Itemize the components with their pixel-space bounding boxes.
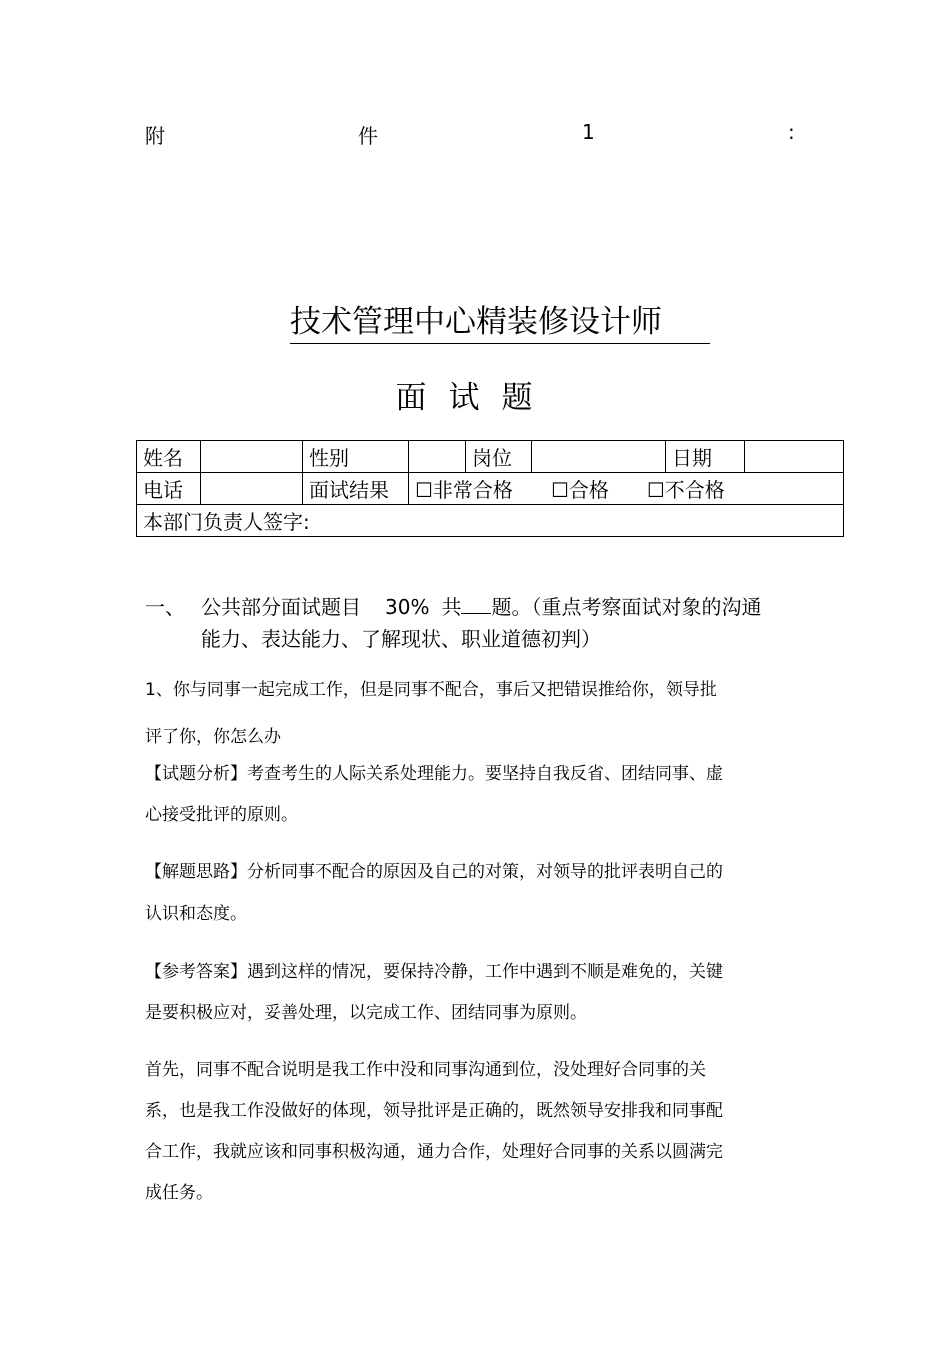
gender-field[interactable] <box>409 441 466 473</box>
date-field[interactable] <box>745 441 844 473</box>
attachment-char-1: 附 <box>145 124 165 148</box>
approach-line-2: 认识和态度。 <box>145 904 247 924</box>
section-heading-line1 <box>201 591 761 620</box>
option-pass[interactable]: ☐合格 <box>550 478 609 502</box>
section-number: 一、 <box>145 595 185 619</box>
first-line-4: 成任务。 <box>145 1183 213 1203</box>
first-line-2: 系，也是我工作没做好的体现，领导批评是正确的，既然领导安排我和同事配 <box>145 1101 723 1121</box>
section-percent: 30% <box>385 595 430 619</box>
first-line-1: 首先，同事不配合说明是我工作中没和同事沟通到位，没处理好合同事的关 <box>145 1060 706 1080</box>
info-row-3 <box>137 505 844 537</box>
analysis-line-2: 心接受批评的原则。 <box>145 805 298 825</box>
section-heading-part-b: 共 <box>441 595 462 619</box>
answer-line-2: 是要积极应对，妥善处理，以完成工作、团结同事为原则。 <box>145 1003 587 1023</box>
section-heading-part-a: 公共部分面试题目 <box>201 595 361 619</box>
date-label: 日期 <box>666 441 745 473</box>
phone-label: 电话 <box>137 473 201 505</box>
result-options <box>409 473 844 505</box>
first-line-3: 合工作，我就应该和同事积极沟通，通力合作，处理好合同事的关系以圆满完 <box>145 1142 723 1162</box>
candidate-info-table <box>136 440 844 537</box>
option-excellent[interactable]: ☐非常合格 <box>415 478 513 502</box>
attachment-char-2: 件 <box>358 124 378 148</box>
section-heading-part-c: 题。（重点考察面试对象的沟通 <box>491 595 762 619</box>
info-row-1 <box>137 441 844 473</box>
question-line-2: 评了你，你怎么办 <box>145 727 281 747</box>
document-title: 技术管理中心精装修设计师 <box>290 296 710 344</box>
approach-line-1: 【解题思路】分析同事不配合的原因及自己的对策，对领导的批评表明自己的 <box>145 862 723 882</box>
info-row-2 <box>137 473 844 505</box>
gender-label: 性别 <box>303 441 409 473</box>
position-label: 岗位 <box>466 441 532 473</box>
analysis-line-1: 【试题分析】考查考生的人际关系处理能力。要坚持自我反省、团结同事、虚 <box>145 764 723 784</box>
option-fail[interactable]: ☐不合格 <box>646 478 725 502</box>
question-count-blank[interactable] <box>461 595 491 614</box>
phone-field[interactable] <box>201 473 303 505</box>
name-label: 姓名 <box>137 441 201 473</box>
position-field[interactable] <box>532 441 666 473</box>
document-subtitle: 面试题 <box>395 380 555 416</box>
signature-label: 本部门负责人签字: <box>137 505 844 537</box>
result-label: 面试结果 <box>303 473 409 505</box>
name-field[interactable] <box>201 441 303 473</box>
attachment-colon: : <box>788 120 795 144</box>
question-line-1: 1、你与同事一起完成工作，但是同事不配合，事后又把错误推给你，领导批 <box>145 680 717 700</box>
answer-line-1: 【参考答案】遇到这样的情况，要保持冷静，工作中遇到不顺是难免的，关键 <box>145 962 723 982</box>
section-heading-line2: 能力、表达能力、了解现状、职业道德初判） <box>201 627 601 651</box>
attachment-number: 1 <box>582 120 595 144</box>
